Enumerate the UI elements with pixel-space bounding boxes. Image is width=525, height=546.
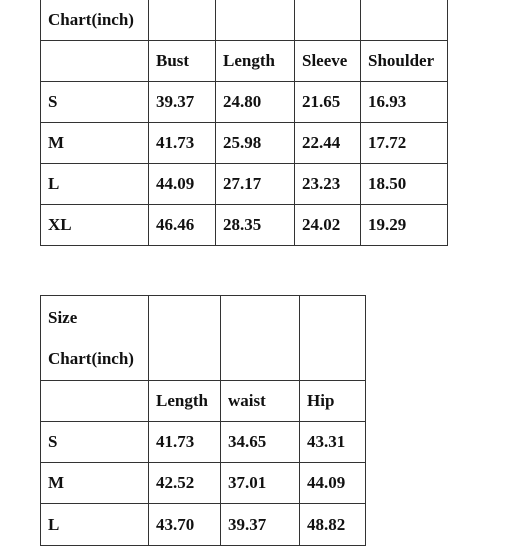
table-cell: 18.50	[361, 164, 448, 205]
table-cell: 48.82	[300, 504, 366, 546]
table-row	[41, 123, 448, 164]
table-cell: 46.46	[149, 205, 216, 246]
table-title-line-2: Chart(inch)	[48, 349, 134, 368]
table-cell: 22.44	[295, 123, 361, 164]
column-header-bust: Bust	[149, 41, 216, 82]
table-title: Chart(inch)	[41, 0, 149, 41]
size-label: XL	[41, 205, 149, 246]
empty-cell	[216, 0, 295, 41]
column-header-length: Length	[149, 381, 221, 422]
size-label: L	[41, 504, 149, 546]
empty-cell	[41, 41, 149, 82]
column-header-length: Length	[216, 41, 295, 82]
table-cell: 25.98	[216, 123, 295, 164]
table-title-row	[41, 0, 448, 41]
table-cell: 27.17	[216, 164, 295, 205]
size-label: S	[41, 82, 149, 123]
table-title-row	[41, 296, 366, 381]
table-cell: 42.52	[149, 463, 221, 504]
empty-cell	[221, 296, 300, 381]
table-cell: 23.23	[295, 164, 361, 205]
table-cell: 44.09	[149, 164, 216, 205]
size-label: M	[41, 463, 149, 504]
table-row	[41, 422, 366, 463]
size-label: L	[41, 164, 149, 205]
table-cell: 39.37	[221, 504, 300, 546]
table-cell: 24.80	[216, 82, 295, 123]
empty-cell	[300, 296, 366, 381]
empty-cell	[361, 0, 448, 41]
table-cell: 43.31	[300, 422, 366, 463]
table-cell: 41.73	[149, 123, 216, 164]
table-cell: 17.72	[361, 123, 448, 164]
column-header-sleeve: Sleeve	[295, 41, 361, 82]
column-header-waist: waist	[221, 381, 300, 422]
table-cell: 21.65	[295, 82, 361, 123]
table-header-row	[41, 41, 448, 82]
size-label: M	[41, 123, 149, 164]
column-header-shoulder: Shoulder	[361, 41, 448, 82]
table-cell: 28.35	[216, 205, 295, 246]
empty-cell	[149, 0, 216, 41]
size-chart-table-2	[40, 295, 366, 546]
table-title	[41, 296, 149, 381]
column-header-hip: Hip	[300, 381, 366, 422]
table-cell: 39.37	[149, 82, 216, 123]
table-cell: 24.02	[295, 205, 361, 246]
table-cell: 37.01	[221, 463, 300, 504]
empty-cell	[295, 0, 361, 41]
table-cell: 19.29	[361, 205, 448, 246]
table-cell: 41.73	[149, 422, 221, 463]
table-header-row	[41, 381, 366, 422]
table-row	[41, 82, 448, 123]
table-row	[41, 205, 448, 246]
table-cell: 44.09	[300, 463, 366, 504]
empty-cell	[41, 381, 149, 422]
table-cell: 16.93	[361, 82, 448, 123]
table-row	[41, 164, 448, 205]
size-label: S	[41, 422, 149, 463]
table-cell: 34.65	[221, 422, 300, 463]
table-title-line-1: Size	[48, 308, 78, 327]
size-chart-table-1	[40, 0, 448, 246]
table-cell: 43.70	[149, 504, 221, 546]
empty-cell	[149, 296, 221, 381]
table-row	[41, 463, 366, 504]
